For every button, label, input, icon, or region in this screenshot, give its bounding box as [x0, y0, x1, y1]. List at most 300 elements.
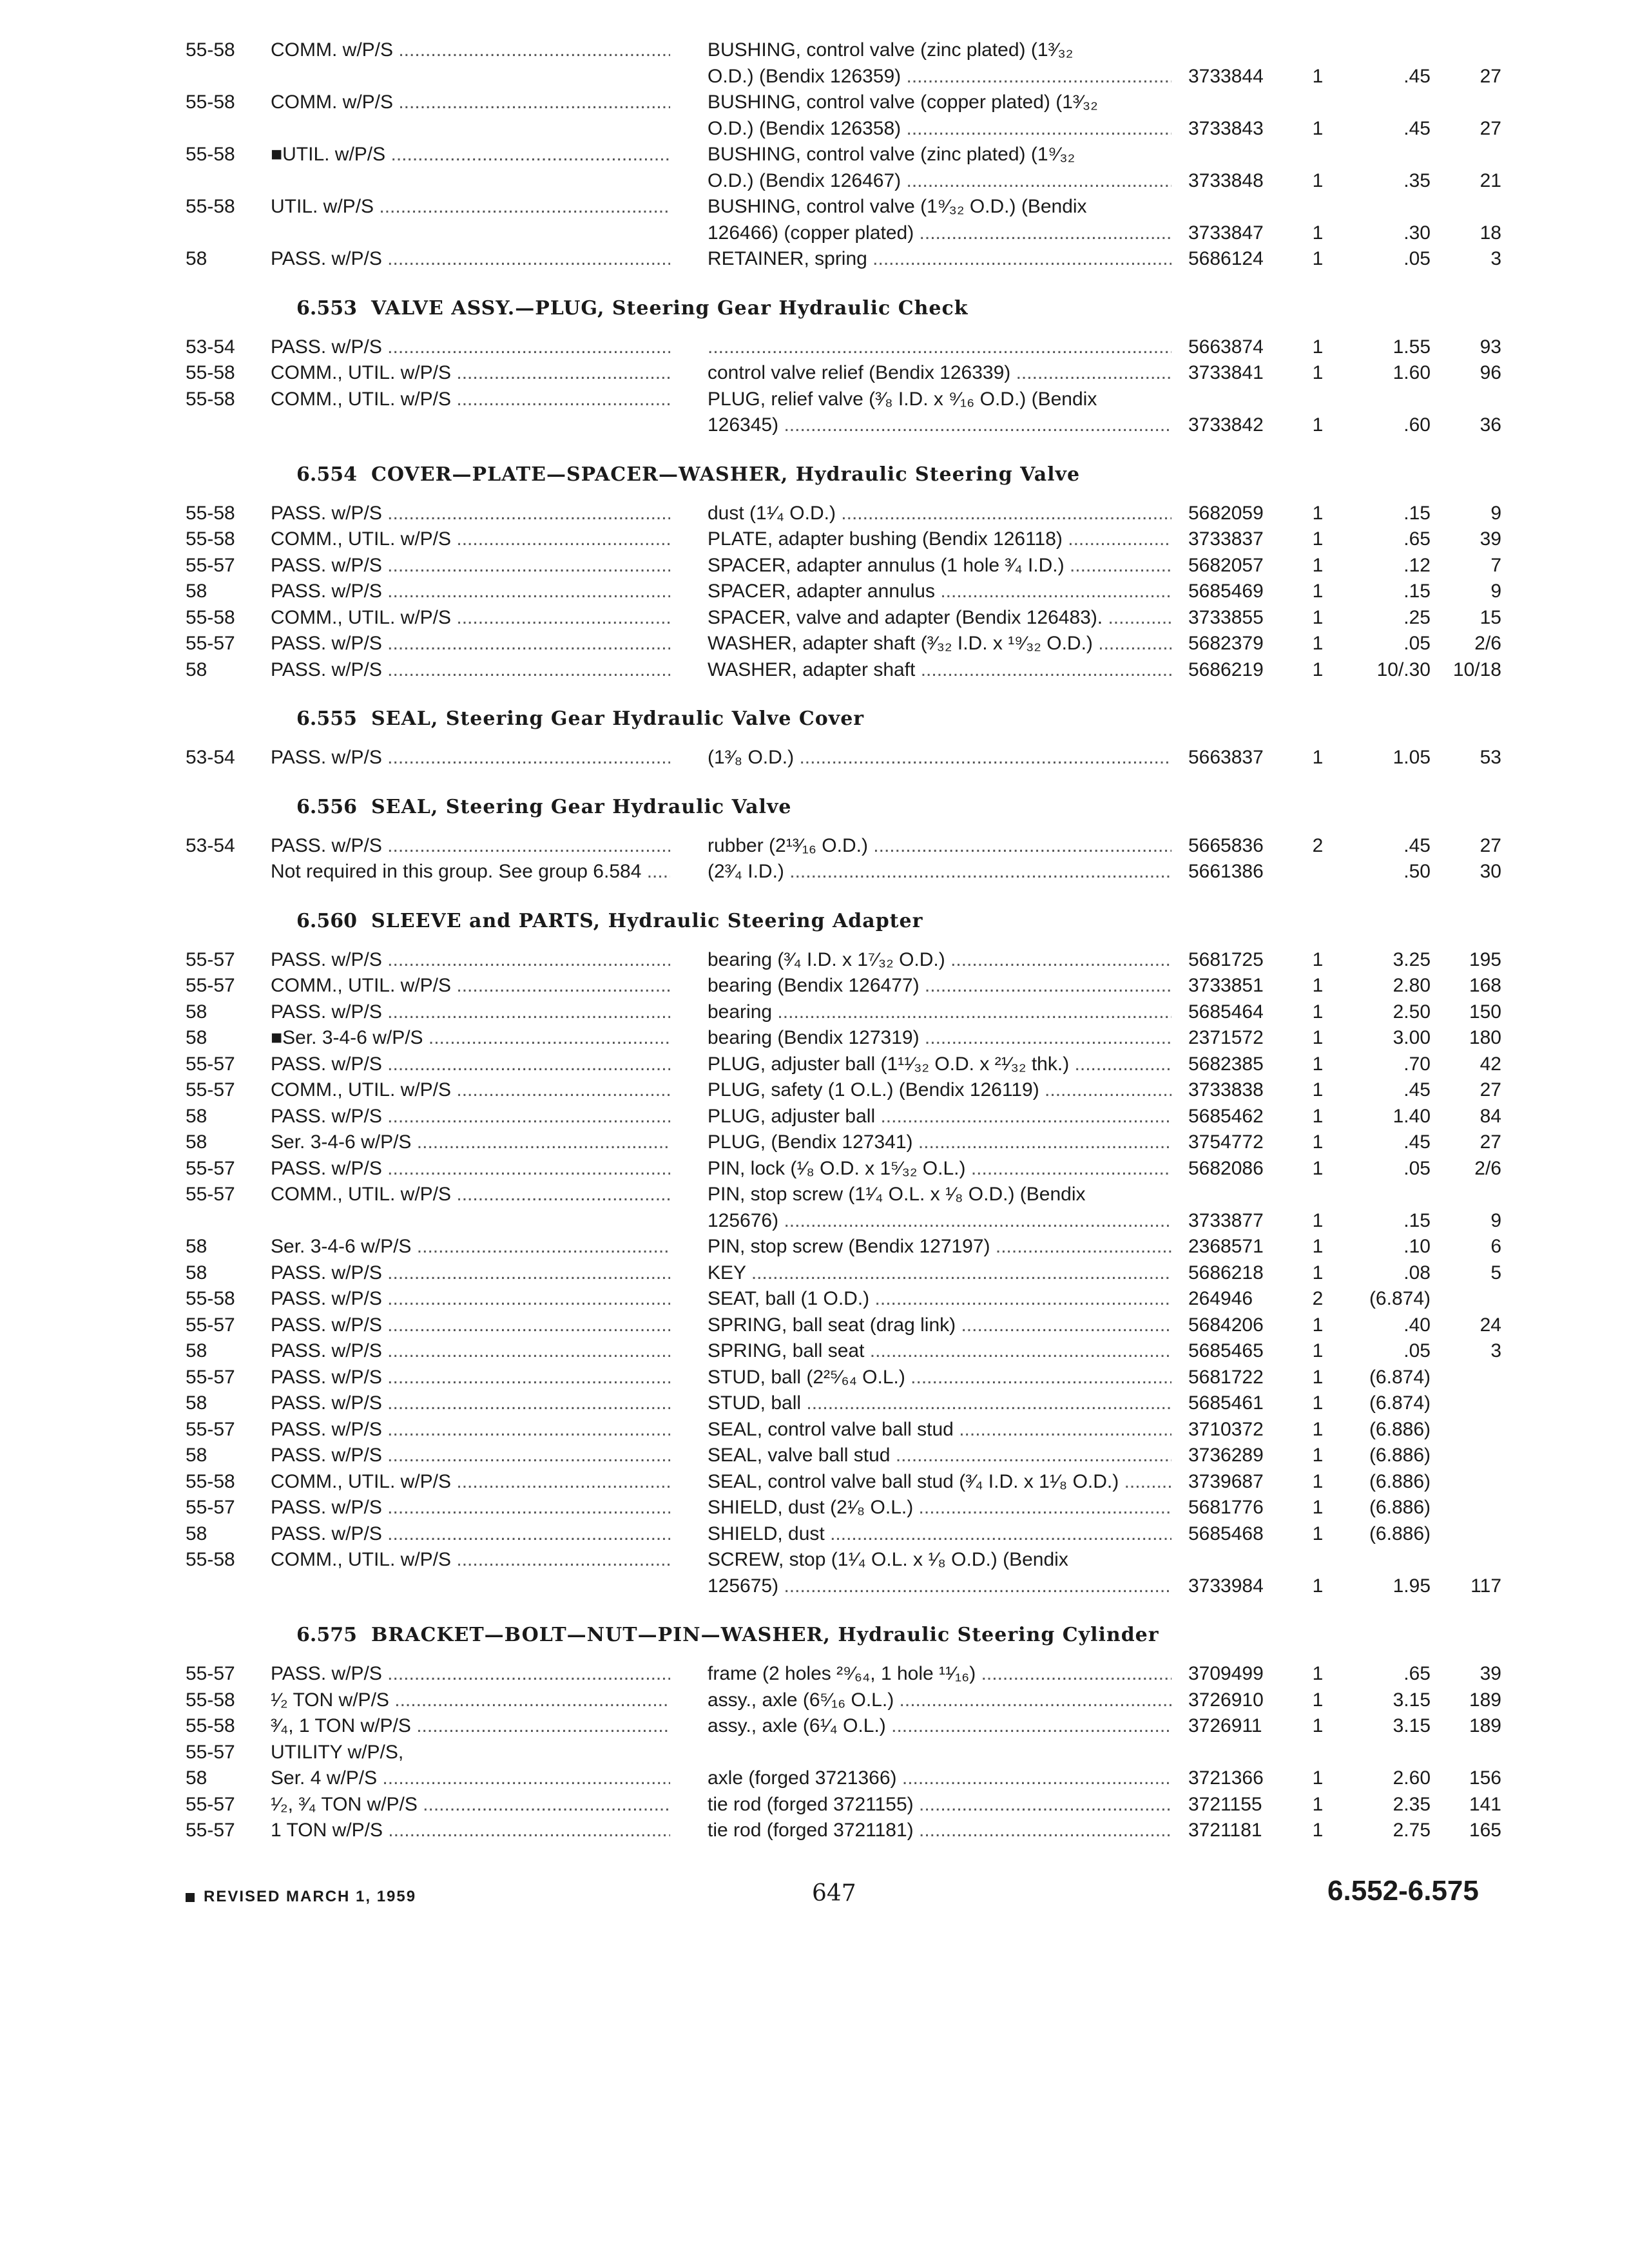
- application-cell: UTIL. w/P/S .....: [271, 194, 670, 220]
- part-number-cell: 2371572: [1188, 1027, 1264, 1048]
- part-number-cell: 3733847: [1188, 222, 1264, 244]
- section-title: SEAL, Steering Gear Hydraulic Valve: [371, 795, 792, 818]
- quantity-cell: 1: [1312, 1131, 1324, 1153]
- parts-row: [0, 553, 1629, 579]
- description-cell: SPACER, adapter annulus .....: [708, 579, 1171, 604]
- parts-row: [0, 194, 1629, 220]
- parts-row: [0, 973, 1629, 999]
- description-cell: STUD, ball (2²⁵⁄₆₄ O.L.) .....: [708, 1365, 1171, 1390]
- part-number-cell: 5665836: [1188, 835, 1264, 856]
- application-cell: PASS. w/P/S .....: [271, 501, 670, 526]
- net-price-cell: 6: [1490, 1236, 1501, 1257]
- parts-row: [0, 579, 1629, 604]
- list-price-cell: .45: [1403, 1079, 1431, 1100]
- quantity-cell: 1: [1312, 607, 1324, 628]
- application-cell: COMM., UTIL. w/P/S .....: [271, 973, 670, 999]
- net-price-cell: 24: [1480, 1314, 1501, 1336]
- net-price-cell: 36: [1480, 414, 1501, 436]
- year-cell: 55-57: [186, 555, 235, 576]
- year-cell: 55-57: [186, 1079, 235, 1100]
- list-price-cell: .05: [1403, 1340, 1431, 1361]
- quantity-cell: 1: [1312, 1689, 1324, 1711]
- list-price-cell: .15: [1403, 1210, 1431, 1231]
- description-cell: assy., axle (6¹⁄₄ O.L.) .....: [708, 1713, 1171, 1739]
- parts-row: [0, 657, 1629, 683]
- list-price-cell: .15: [1403, 503, 1431, 524]
- part-number-cell: 5681725: [1188, 949, 1264, 970]
- quantity-cell: 1: [1312, 747, 1324, 768]
- year-cell: 55-58: [186, 362, 235, 383]
- application-cell: Not required in this group. See group 6.584 .....: [271, 859, 670, 885]
- part-number-cell: 5685462: [1188, 1106, 1264, 1127]
- parts-row: [0, 1469, 1629, 1495]
- application-cell: PASS. w/P/S .....: [271, 246, 670, 272]
- year-cell: 55-58: [186, 1689, 235, 1711]
- description-cell: (2³⁄₄ I.D.) .....: [708, 859, 1171, 885]
- parts-row: [0, 90, 1629, 115]
- description-cell: rubber (2¹³⁄₁₆ O.D.) .....: [708, 833, 1171, 859]
- description-cell: bearing (Bendix 126477) .....: [708, 973, 1171, 999]
- parts-row: [0, 1740, 1629, 1765]
- description-cell: PLUG, relief valve (³⁄₈ I.D. x ⁹⁄₁₆ O.D.) (Bendix: [708, 389, 1097, 410]
- net-price-cell: 150: [1469, 1001, 1501, 1023]
- section-code: 6.555: [296, 707, 357, 730]
- list-price-cell: 2.60: [1393, 1767, 1431, 1789]
- description-cell: BUSHING, control valve (copper plated) (1³⁄₃₂: [708, 91, 1098, 113]
- part-number-cell: 3733848: [1188, 170, 1264, 191]
- year-cell: 55-57: [186, 1367, 235, 1388]
- description-cell: PLUG, adjuster ball .....: [708, 1104, 1171, 1129]
- list-price-cell: .05: [1403, 248, 1431, 269]
- part-number-cell: 5681776: [1188, 1497, 1264, 1518]
- part-number-cell: 5685461: [1188, 1392, 1264, 1414]
- application-cell: PASS. w/P/S .....: [271, 1365, 670, 1390]
- part-number-cell: 5682059: [1188, 503, 1264, 524]
- quantity-cell: 1: [1312, 1158, 1324, 1179]
- description-cell: SPACER, valve and adapter (Bendix 126483). .....: [708, 605, 1171, 631]
- parts-row: [0, 501, 1629, 526]
- part-number-cell: 3754772: [1188, 1131, 1264, 1153]
- part-number-cell: 2368571: [1188, 1236, 1264, 1257]
- parts-row: [0, 1417, 1629, 1443]
- list-price-cell: .05: [1403, 1158, 1431, 1179]
- part-number-cell: 3739687: [1188, 1471, 1264, 1492]
- year-cell: 55-57: [186, 1314, 235, 1336]
- application-cell: PASS. w/P/S .....: [271, 1260, 670, 1286]
- description-cell: axle (forged 3721366) .....: [708, 1765, 1171, 1791]
- list-price-cell: .12: [1403, 555, 1431, 576]
- part-number-cell: 3736289: [1188, 1445, 1264, 1466]
- parts-row: [0, 1792, 1629, 1818]
- net-price-cell: 156: [1469, 1767, 1501, 1789]
- net-price-cell: 93: [1480, 336, 1501, 358]
- parts-row: [0, 1104, 1629, 1129]
- description-cell: STUD, ball .....: [708, 1390, 1171, 1416]
- quantity-cell: 1: [1312, 1523, 1324, 1544]
- application-cell: COMM., UTIL. w/P/S .....: [271, 360, 670, 386]
- quantity-cell: 1: [1312, 1314, 1324, 1336]
- list-price-cell: .05: [1403, 633, 1431, 654]
- net-price-cell: 189: [1469, 1715, 1501, 1736]
- year-cell: 55-58: [186, 607, 235, 628]
- net-price-cell: 39: [1480, 1663, 1501, 1684]
- application-cell: PASS. w/P/S .....: [271, 745, 670, 771]
- application-cell: PASS. w/P/S .....: [271, 579, 670, 604]
- application-cell: COMM. w/P/S .....: [271, 37, 670, 63]
- quantity-cell: 1: [1312, 1445, 1324, 1466]
- list-price-cell: .15: [1403, 581, 1431, 602]
- description-cell: O.D.) (Bendix 126467) .....: [708, 168, 1171, 194]
- part-number-cell: 5685464: [1188, 1001, 1264, 1023]
- description-cell: control valve relief (Bendix 126339) .....: [708, 360, 1171, 386]
- list-price-cell: .08: [1403, 1262, 1431, 1283]
- part-number-cell: 5686218: [1188, 1262, 1264, 1283]
- net-price-cell: 168: [1469, 975, 1501, 996]
- quantity-cell: 1: [1312, 1715, 1324, 1736]
- list-price-cell: (6.874): [1369, 1288, 1431, 1309]
- quantity-cell: 1: [1312, 1497, 1324, 1518]
- net-price-cell: 189: [1469, 1689, 1501, 1711]
- parts-row: [0, 1208, 1629, 1234]
- quantity-cell: 1: [1312, 1053, 1324, 1075]
- part-number-cell: 3733838: [1188, 1079, 1264, 1100]
- net-price-cell: 165: [1469, 1820, 1501, 1841]
- application-cell: PASS. w/P/S .....: [271, 1390, 670, 1416]
- net-price-cell: 15: [1480, 607, 1501, 628]
- parts-row: [0, 360, 1629, 386]
- description-cell: BUSHING, control valve (zinc plated) (1³⁄₃₂: [708, 39, 1074, 61]
- list-price-cell: .10: [1403, 1236, 1431, 1257]
- year-cell: 55-57: [186, 1053, 235, 1075]
- list-price-cell: 1.95: [1393, 1575, 1431, 1597]
- net-price-cell: 2/6: [1474, 633, 1501, 654]
- list-price-cell: .25: [1403, 607, 1431, 628]
- list-price-cell: 10/.30: [1376, 659, 1431, 680]
- section-title: VALVE ASSY.—PLUG, Steering Gear Hydraulic Check: [371, 296, 969, 320]
- quantity-cell: 1: [1312, 222, 1324, 244]
- application-cell: PASS. w/P/S .....: [271, 631, 670, 657]
- section-code: 6.560: [296, 909, 357, 932]
- description-cell: KEY .....: [708, 1260, 1171, 1286]
- year-cell: 55-57: [186, 1820, 235, 1841]
- parts-row: [0, 334, 1629, 360]
- list-price-cell: 3.15: [1393, 1689, 1431, 1711]
- parts-row: [0, 1182, 1629, 1207]
- year-cell: 58: [186, 1340, 207, 1361]
- description-cell: PIN, stop screw (Bendix 127197) .....: [708, 1234, 1171, 1260]
- quantity-cell: 1: [1312, 414, 1324, 436]
- revision-note: [186, 1888, 416, 1906]
- parts-row: [0, 168, 1629, 194]
- year-cell: 58: [186, 1392, 207, 1414]
- section-heading: [296, 461, 1080, 489]
- list-price-cell: (6.886): [1369, 1419, 1431, 1440]
- parts-row: [0, 1661, 1629, 1687]
- year-cell: 55-57: [186, 1794, 235, 1815]
- application-cell: UTILITY w/P/S,: [271, 1742, 404, 1763]
- parts-row: [0, 1365, 1629, 1390]
- quantity-cell: 1: [1312, 1079, 1324, 1100]
- application-cell: PASS. w/P/S .....: [271, 1443, 670, 1468]
- quantity-cell: 1: [1312, 1236, 1324, 1257]
- year-cell: 58: [186, 248, 207, 269]
- description-cell: RETAINER, spring .....: [708, 246, 1171, 272]
- year-cell: 58: [186, 659, 207, 680]
- quantity-cell: 2: [1312, 835, 1324, 856]
- application-cell: ³⁄₄, 1 TON w/P/S .....: [271, 1713, 670, 1739]
- quantity-cell: 1: [1312, 1794, 1324, 1815]
- list-price-cell: .50: [1403, 861, 1431, 882]
- parts-row: [0, 220, 1629, 246]
- part-number-cell: 3733837: [1188, 528, 1264, 550]
- part-number-cell: 3733877: [1188, 1210, 1264, 1231]
- year-cell: 58: [186, 581, 207, 602]
- part-number-cell: 5686219: [1188, 659, 1264, 680]
- part-number-cell: 5685465: [1188, 1340, 1264, 1361]
- list-price-cell: 1.60: [1393, 362, 1431, 383]
- parts-row: [0, 246, 1629, 272]
- description-cell: SCREW, stop (1¹⁄₄ O.L. x ¹⁄₈ O.D.) (Bendix: [708, 1549, 1068, 1570]
- list-price-cell: 2.50: [1393, 1001, 1431, 1023]
- part-number-cell: 5686124: [1188, 248, 1264, 269]
- application-cell: PASS. w/P/S .....: [271, 1338, 670, 1364]
- quantity-cell: 1: [1312, 528, 1324, 550]
- year-cell: 55-58: [186, 1549, 235, 1570]
- application-cell: PASS. w/P/S .....: [271, 1312, 670, 1338]
- parts-row: [0, 1443, 1629, 1468]
- application-cell: COMM., UTIL. w/P/S .....: [271, 1182, 670, 1207]
- section-heading: [296, 294, 969, 323]
- quantity-cell: 1: [1312, 362, 1324, 383]
- application-cell: PASS. w/P/S .....: [271, 1417, 670, 1443]
- year-cell: 55-57: [186, 1663, 235, 1684]
- year-cell: 55-57: [186, 975, 235, 996]
- parts-row: [0, 1713, 1629, 1739]
- net-price-cell: 5: [1490, 1262, 1501, 1283]
- list-price-cell: .30: [1403, 222, 1431, 244]
- part-number-cell: 3733842: [1188, 414, 1264, 436]
- year-cell: 55-57: [186, 1742, 235, 1763]
- application-cell: PASS. w/P/S .....: [271, 657, 670, 683]
- revised-marker-icon: [186, 1893, 195, 1902]
- net-price-cell: 18: [1480, 222, 1501, 244]
- list-price-cell: 2.80: [1393, 975, 1431, 996]
- application-cell: COMM., UTIL. w/P/S .....: [271, 1547, 670, 1573]
- quantity-cell: 1: [1312, 118, 1324, 139]
- part-number-cell: 3733851: [1188, 975, 1264, 996]
- parts-row: [0, 1390, 1629, 1416]
- part-number-cell: 3733841: [1188, 362, 1264, 383]
- net-price-cell: 3: [1490, 1340, 1501, 1361]
- description-cell: 126345) .....: [708, 412, 1171, 438]
- net-price-cell: 53: [1480, 747, 1501, 768]
- parts-row: [0, 526, 1629, 552]
- part-number-cell: 5682086: [1188, 1158, 1264, 1179]
- application-cell: PASS. w/P/S .....: [271, 1104, 670, 1129]
- net-price-cell: 96: [1480, 362, 1501, 383]
- part-number-cell: 5682057: [1188, 555, 1264, 576]
- section-range: 6.552-6.575: [1327, 1875, 1479, 1907]
- year-cell: 58: [186, 1001, 207, 1023]
- description-cell: SPRING, ball seat (drag link) .....: [708, 1312, 1171, 1338]
- parts-row: [0, 1260, 1629, 1286]
- description-cell: bearing (Bendix 127319) .....: [708, 1025, 1171, 1051]
- application-cell: Ser. 3-4-6 w/P/S .....: [271, 1129, 670, 1155]
- list-price-cell: .45: [1403, 66, 1431, 87]
- quantity-cell: 2: [1312, 1288, 1324, 1309]
- year-cell: 58: [186, 1767, 207, 1789]
- net-price-cell: 117: [1470, 1575, 1501, 1597]
- quantity-cell: 1: [1312, 975, 1324, 996]
- list-price-cell: (6.874): [1369, 1392, 1431, 1414]
- year-cell: 55-58: [186, 528, 235, 550]
- application-cell: PASS. w/P/S .....: [271, 947, 670, 973]
- application-cell: ¹⁄₂ TON w/P/S .....: [271, 1687, 670, 1713]
- net-price-cell: 9: [1490, 503, 1501, 524]
- description-cell: WASHER, adapter shaft (³⁄₃₂ I.D. x ¹⁹⁄₃₂ O.D.) .....: [708, 631, 1171, 657]
- description-cell: SEAL, control valve ball stud .....: [708, 1417, 1171, 1443]
- description-cell: bearing (³⁄₄ I.D. x 1⁷⁄₃₂ O.D.) .....: [708, 947, 1171, 973]
- description-cell: [708, 334, 1171, 360]
- description-cell: assy., axle (6⁵⁄₁₆ O.L.) .....: [708, 1687, 1171, 1713]
- quantity-cell: 1: [1312, 633, 1324, 654]
- year-cell: 53-54: [186, 747, 235, 768]
- application-cell: ¹⁄₂, ³⁄₄ TON w/P/S .....: [271, 1792, 670, 1818]
- net-price-cell: 30: [1480, 861, 1501, 882]
- quantity-cell: 1: [1312, 170, 1324, 191]
- net-price-cell: 27: [1480, 1131, 1501, 1153]
- list-price-cell: .40: [1403, 1314, 1431, 1336]
- list-price-cell: 2.35: [1393, 1794, 1431, 1815]
- list-price-cell: .45: [1403, 835, 1431, 856]
- parts-row: [0, 37, 1629, 63]
- description-cell: tie rod (forged 3721155) .....: [708, 1792, 1171, 1818]
- list-price-cell: (6.886): [1369, 1497, 1431, 1518]
- net-price-cell: 180: [1469, 1027, 1501, 1048]
- list-price-cell: 3.15: [1393, 1715, 1431, 1736]
- parts-row: [0, 116, 1629, 142]
- part-number-cell: 3733855: [1188, 607, 1264, 628]
- description-cell: WASHER, adapter shaft .....: [708, 657, 1171, 683]
- parts-row: [0, 412, 1629, 438]
- description-cell: (1³⁄₈ O.D.) .....: [708, 745, 1171, 771]
- quantity-cell: 1: [1312, 1210, 1324, 1231]
- year-cell: 55-58: [186, 39, 235, 61]
- description-cell: BUSHING, control valve (zinc plated) (1⁹⁄₃₂: [708, 144, 1075, 165]
- description-cell: PIN, lock (¹⁄₈ O.D. x 1⁵⁄₃₂ O.L.) .....: [708, 1156, 1171, 1182]
- parts-row: [0, 1312, 1629, 1338]
- part-number-cell: 5682385: [1188, 1053, 1264, 1075]
- net-price-cell: 39: [1480, 528, 1501, 550]
- quantity-cell: 1: [1312, 336, 1324, 358]
- application-cell: ■UTIL. w/P/S .....: [271, 142, 670, 168]
- parts-row: [0, 745, 1629, 771]
- net-price-cell: 195: [1469, 949, 1501, 970]
- list-price-cell: (6.886): [1369, 1445, 1431, 1466]
- net-price-cell: 21: [1480, 170, 1501, 191]
- quantity-cell: 1: [1312, 66, 1324, 87]
- description-cell: O.D.) (Bendix 126359) .....: [708, 64, 1171, 90]
- parts-row: [0, 999, 1629, 1025]
- section-title: SEAL, Steering Gear Hydraulic Valve Cover: [371, 707, 865, 730]
- parts-row: [0, 631, 1629, 657]
- application-cell: Ser. 4 w/P/S .....: [271, 1765, 670, 1791]
- part-number-cell: 3710372: [1188, 1419, 1264, 1440]
- year-cell: 53-54: [186, 336, 235, 358]
- year-cell: 58: [186, 1106, 207, 1127]
- list-price-cell: 1.05: [1393, 747, 1431, 768]
- net-price-cell: 42: [1480, 1053, 1501, 1075]
- year-cell: 55-58: [186, 1288, 235, 1309]
- list-price-cell: .60: [1403, 414, 1431, 436]
- parts-row: [0, 859, 1629, 885]
- section-heading: [296, 1621, 1159, 1649]
- net-price-cell: 10/18: [1452, 659, 1501, 680]
- description-cell: SPRING, ball seat .....: [708, 1338, 1171, 1364]
- year-cell: 55-57: [186, 1184, 235, 1205]
- description-cell: SHIELD, dust (2¹⁄₈ O.L.) .....: [708, 1495, 1171, 1521]
- quantity-cell: 1: [1312, 1767, 1324, 1789]
- year-cell: 55-58: [186, 196, 235, 217]
- year-cell: 55-58: [186, 91, 235, 113]
- part-number-cell: 5684206: [1188, 1314, 1264, 1336]
- quantity-cell: 1: [1312, 503, 1324, 524]
- parts-row: [0, 1052, 1629, 1077]
- net-price-cell: 3: [1490, 248, 1501, 269]
- quantity-cell: 1: [1312, 1106, 1324, 1127]
- quantity-cell: 1: [1312, 1001, 1324, 1023]
- part-number-cell: 5685469: [1188, 581, 1264, 602]
- year-cell: 58: [186, 1027, 207, 1048]
- description-cell: O.D.) (Bendix 126358) .....: [708, 116, 1171, 142]
- part-number-cell: 5663837: [1188, 747, 1264, 768]
- application-cell: PASS. w/P/S .....: [271, 999, 670, 1025]
- description-cell: 126466) (copper plated) .....: [708, 220, 1171, 246]
- net-price-cell: 27: [1480, 1079, 1501, 1100]
- year-cell: 58: [186, 1131, 207, 1153]
- net-price-cell: 84: [1480, 1106, 1501, 1127]
- part-number-cell: 3709499: [1188, 1663, 1264, 1684]
- application-cell: 1 TON w/P/S .....: [271, 1818, 670, 1843]
- year-cell: 58: [186, 1523, 207, 1544]
- section-code: 6.554: [296, 463, 357, 486]
- application-cell: PASS. w/P/S .....: [271, 553, 670, 579]
- parts-row: [0, 1573, 1629, 1599]
- net-price-cell: 141: [1469, 1794, 1501, 1815]
- application-cell: COMM., UTIL. w/P/S .....: [271, 387, 670, 412]
- year-cell: 55-57: [186, 1497, 235, 1518]
- description-cell: SHIELD, dust .....: [708, 1521, 1171, 1547]
- net-price-cell: 7: [1490, 555, 1501, 576]
- list-price-cell: .65: [1403, 528, 1431, 550]
- description-cell: PLUG, (Bendix 127341) .....: [708, 1129, 1171, 1155]
- description-cell: PIN, stop screw (1¹⁄₄ O.L. x ¹⁄₈ O.D.) (Bendix: [708, 1184, 1086, 1205]
- parts-row: [0, 1234, 1629, 1260]
- part-number-cell: 3721155: [1188, 1794, 1262, 1815]
- net-price-cell: 27: [1480, 835, 1501, 856]
- part-number-cell: 5663874: [1188, 336, 1264, 358]
- list-price-cell: .65: [1403, 1663, 1431, 1684]
- part-number-cell: 3726910: [1188, 1689, 1264, 1711]
- quantity-cell: 1: [1312, 1392, 1324, 1414]
- net-price-cell: 27: [1480, 66, 1501, 87]
- description-cell: SEAT, ball (1 O.D.) .....: [708, 1286, 1171, 1312]
- parts-row: [0, 1156, 1629, 1182]
- application-cell: Ser. 3-4-6 w/P/S .....: [271, 1234, 670, 1260]
- description-cell: tie rod (forged 3721181) .....: [708, 1818, 1171, 1843]
- section-heading: [296, 793, 791, 822]
- quantity-cell: 1: [1312, 581, 1324, 602]
